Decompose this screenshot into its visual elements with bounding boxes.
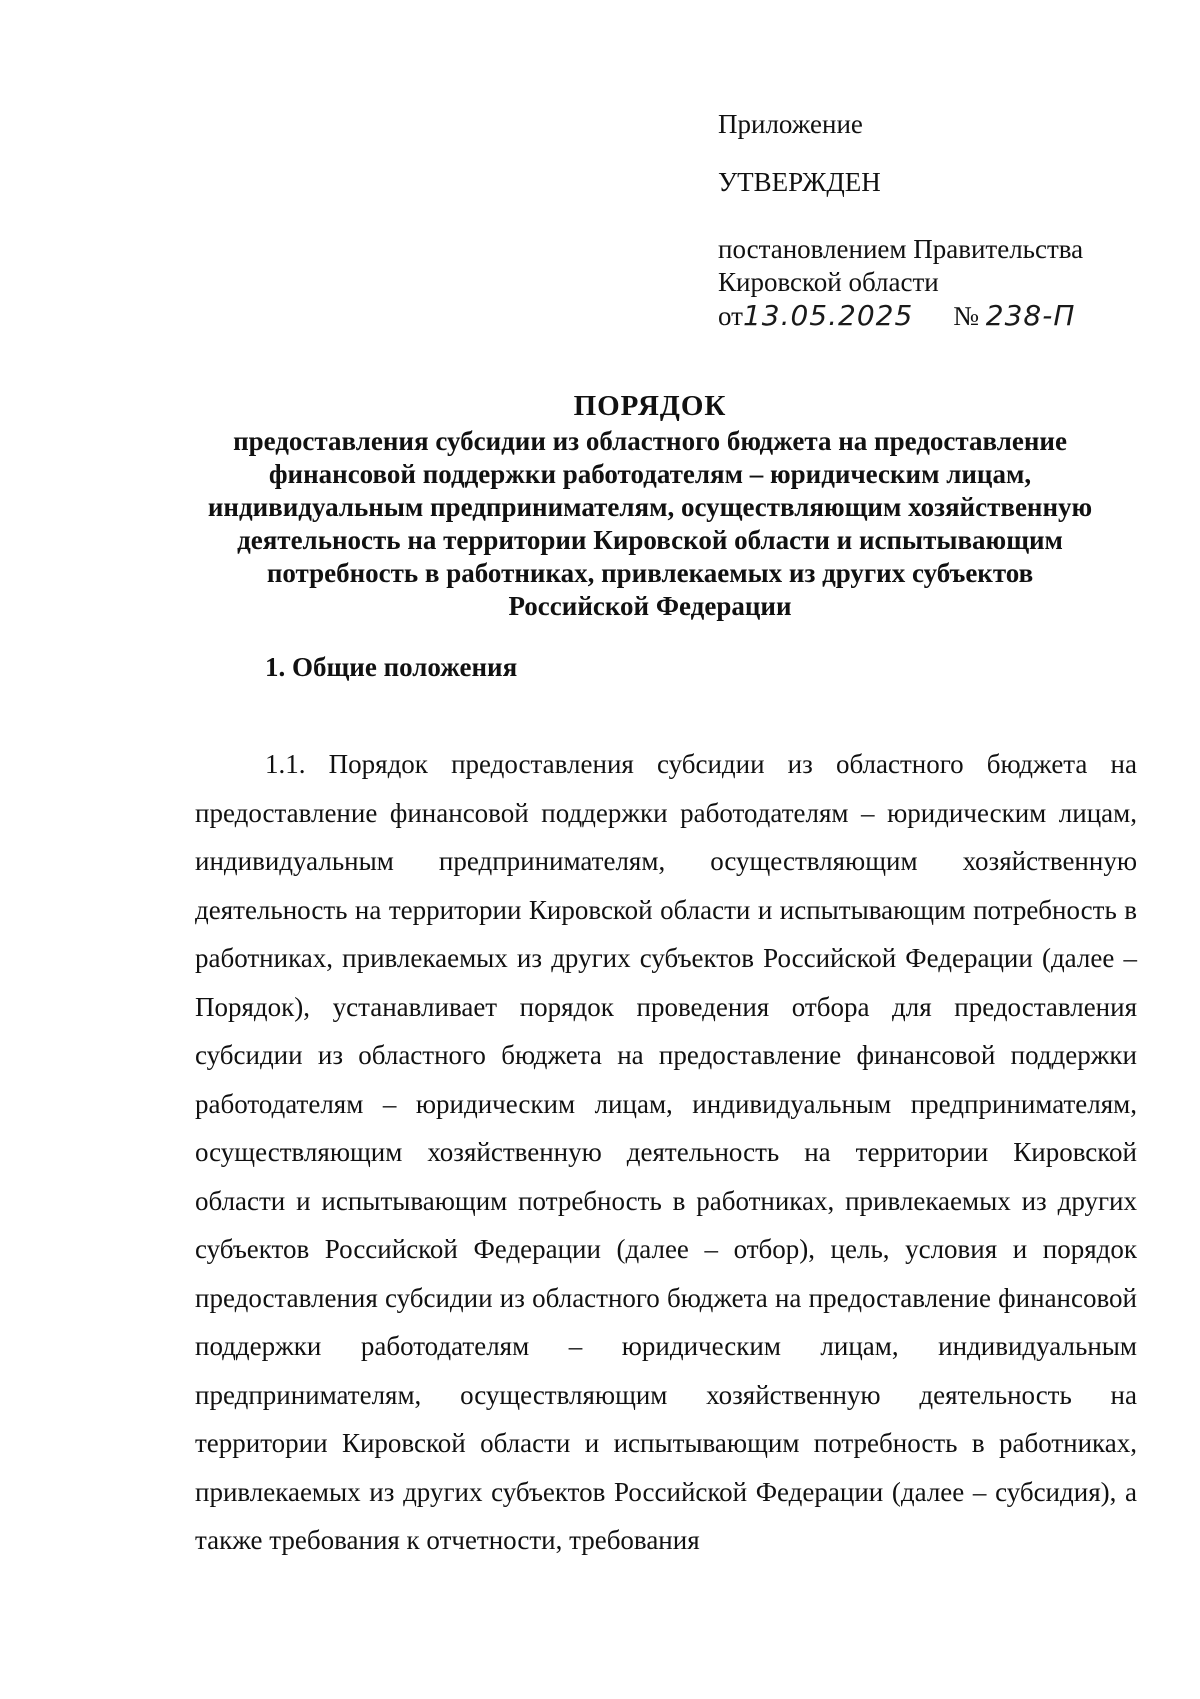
resolution-line-1: постановлением Правительства — [718, 234, 1084, 264]
document-title: ПОРЯДОК — [573, 390, 727, 422]
date-prefix: от — [718, 301, 743, 331]
number-prefix: № — [953, 301, 980, 331]
approval-block — [718, 108, 1158, 333]
handwritten-date: 13.05.2025 — [742, 299, 914, 332]
document-title-block — [120, 390, 1180, 623]
title-line-3: индивидуальным предпринимателям, осуществляющим хозяйственную — [207, 492, 1093, 522]
title-line-2: финансовой поддержки работодателям – юридическим лицам, — [268, 459, 1032, 489]
approved-label: УТВЕРЖДЕН — [718, 167, 881, 197]
resolution-line-2: Кировской области — [718, 267, 939, 297]
handwritten-number: 238-П — [985, 299, 1076, 332]
title-line-5: потребность в работниках, привлекаемых из других субъектов — [266, 558, 1034, 588]
section-heading: 1. Общие положения — [265, 652, 518, 682]
date-number-row — [718, 299, 1158, 333]
title-line-6: Российской Федерации — [508, 591, 792, 621]
title-line-4: деятельность на территории Кировской области и испытывающим — [237, 525, 1063, 555]
title-line-1: предоставления субсидии из областного бюджета на предоставление — [233, 426, 1067, 456]
paragraph-1-1: 1.1. Порядок предоставления субсидии из областного бюджета на предоставление финансовой поддержки работодателям – юридическим лицам, индивидуальным предпринимателям, осуществляющим хозяйственную деятельность на территории Кировской области и испытывающим потребность в работниках, привлекаемых из других субъектов Российской Федерации (далее – Порядок), устанавливает порядок проведения отбора для предоставления субсидии из областного бюджета на предоставление финансовой поддержки работодателям – юридическим лицам, индивидуальным предпринимателям, осуществляющим хозяйственную деятельность на территории Кировской области и испытывающим потребность в работниках, привлекаемых из других субъектов Российской Федерации (далее – отбор), цель, условия и порядок предоставления субсидии из областного бюджета на предоставление финансовой поддержки работодателям – юридическим лицам, индивидуальным предпринимателям, осуществляющим хозяйственную деятельность на территории Кировской области и испытывающим потребность в работниках, привлекаемых из других субъектов Российской Федерации (далее – субсидия), а также требования к отчетности, требования — [195, 749, 1137, 1555]
appendix-label: Приложение — [718, 109, 863, 139]
